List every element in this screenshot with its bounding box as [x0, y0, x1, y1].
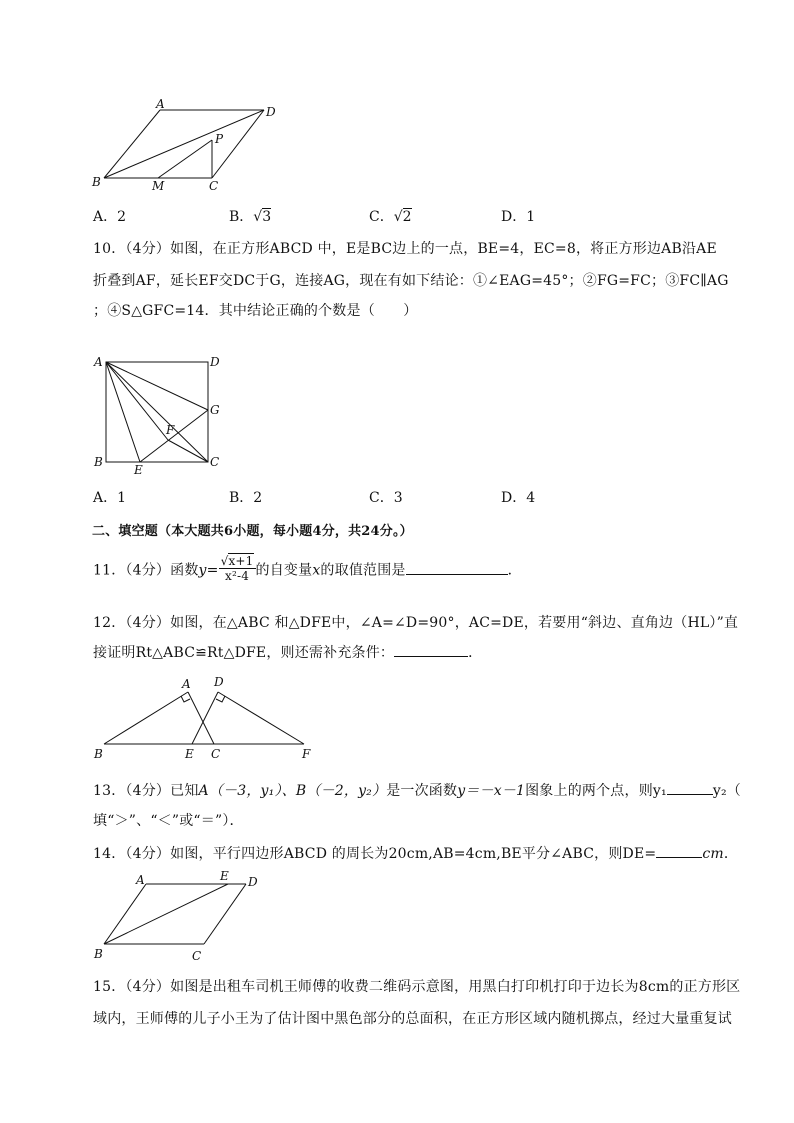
right-angle-mark-a — [181, 696, 190, 702]
label-m: M — [152, 179, 165, 193]
q10-line-1: 10．（4分）如图，在正方形ABCD 中，E是BC边上的一点，BE=4，EC=8，将正方形边AB沿AE — [93, 241, 717, 257]
segment-ac — [188, 692, 214, 744]
q11-line — [93, 556, 522, 585]
label-b: B — [94, 947, 103, 961]
segment-ag — [106, 362, 208, 410]
q9-option-d[interactable]: D．1 — [501, 209, 536, 225]
q12-line-2-prefix: 接证明Rt△ABC≌Rt△DFE，则还需补充条件： — [93, 645, 395, 661]
label-p: P — [215, 132, 224, 146]
q13-line-1 — [93, 780, 741, 800]
sqrt-sign: √ — [253, 209, 263, 225]
q15-line-2: 域内，王师傅的儿子小王为了估计图中黑色部分的总面积，在正方形区域内随机掷点，经过大量重复试 — [93, 1011, 732, 1027]
q9-option-c[interactable] — [369, 206, 412, 226]
label-d: D — [248, 875, 258, 889]
label-c: C — [211, 747, 221, 761]
q11-suffix: 的自变量 — [255, 562, 313, 579]
label-d: D — [214, 675, 224, 689]
label-f: F — [166, 423, 175, 437]
segment-bd — [104, 110, 264, 178]
label-c: C — [210, 455, 220, 469]
q10-line-2: 折叠到AF，延长EF交DC于G，连接AG，现在有如下结论：①∠EAG=45°；②FG=FC；③FC∥AG — [93, 273, 729, 289]
q11-num-radicand: x+1 — [228, 554, 254, 568]
q11-answer-blank[interactable] — [406, 562, 508, 575]
label-e: E — [185, 747, 194, 761]
label-d: D — [210, 355, 220, 369]
q10-option-c[interactable]: C．3 — [369, 490, 403, 506]
segment-af — [106, 362, 168, 440]
label-e: E — [134, 463, 143, 477]
q10-option-a[interactable]: A．1 — [93, 490, 127, 506]
label-b: B — [94, 455, 103, 469]
segment-ba — [104, 692, 188, 744]
segment-be — [104, 884, 228, 944]
label-e: E — [220, 869, 229, 883]
segment-fc — [168, 440, 208, 462]
label-a: A — [156, 97, 165, 111]
figure-q10-square — [88, 350, 248, 480]
q11-end: ． — [507, 562, 522, 579]
q13-points: A（－3，y₁）、B（－2，y₂） — [198, 783, 387, 799]
label-f: F — [302, 747, 311, 761]
q12-line-2-end: ． — [468, 645, 483, 661]
label-b: B — [92, 175, 101, 189]
segment-ac — [106, 362, 208, 462]
label-g: G — [210, 403, 220, 417]
q11-y: y — [198, 562, 207, 579]
q12-line-2 — [93, 642, 482, 662]
q13-text-f: y₂（ — [712, 783, 741, 799]
q14-end: ． — [723, 846, 739, 862]
q12-line-1: 12．（4分）如图，在△ABC 和△DFE中，∠A=∠D=90°，AC=DE，若要用“斜边、直角边（HL）”直 — [93, 615, 739, 631]
segment-ed — [192, 692, 218, 744]
right-angle-mark-d — [216, 696, 225, 702]
segment-ae — [106, 362, 140, 462]
label-c: C — [192, 949, 202, 962]
q11-suffix2: 的取值范围是 — [320, 562, 406, 579]
q14-unit: cm — [702, 846, 724, 862]
figure-q12-triangles — [88, 672, 328, 766]
q13-text-c: 是一次函数 — [386, 783, 458, 799]
section-2-heading: 二、填空题（本大题共6小题，每小题4分，共24分。） — [92, 524, 413, 539]
figure-q9-parallelogram — [88, 96, 288, 196]
q14-answer-blank[interactable] — [656, 845, 702, 858]
segment-mp — [158, 140, 212, 178]
q12-answer-blank[interactable] — [394, 644, 468, 657]
label-a: A — [182, 677, 191, 691]
q11-eq: = — [206, 562, 219, 579]
q9-option-a[interactable]: A．2 — [93, 209, 127, 225]
q13-text-e: 图象上的两个点，则y₁ — [525, 783, 667, 799]
q11-x: x — [312, 562, 321, 579]
q14-line — [93, 843, 738, 863]
q13-function: y＝－x－1 — [457, 783, 526, 799]
q14-text: 14．（4分）如图，平行四边形ABCD 的周长为20cm,AB=4cm,BE平分∠ABC，则DE= — [93, 846, 657, 862]
q13-line-2: 填“＞”、“＜”或“＝”）． — [93, 813, 244, 829]
q9-option-b-prefix: B． — [229, 209, 254, 225]
figure-q14-parallelogram — [88, 866, 278, 962]
label-b: B — [94, 747, 103, 761]
q9-option-b-radicand: 3 — [262, 209, 272, 225]
q13-answer-blank[interactable] — [667, 782, 713, 795]
q9-option-c-prefix: C． — [369, 209, 394, 225]
q10-line-3: ；④S△GFC=14．其中结论正确的个数是（ ） — [93, 303, 418, 319]
label-a: A — [94, 355, 103, 369]
q15-line-1: 15．（4分）如图是出租车司机王师傅的收费二维码示意图，用黑白打印机打印于边长为8cm的正方形区 — [93, 979, 741, 995]
sqrt-sign: √ — [393, 209, 403, 225]
label-d: D — [266, 105, 276, 119]
segment-ab — [104, 110, 160, 178]
q9-option-b[interactable] — [229, 206, 271, 226]
label-a: A — [136, 873, 145, 887]
q10-option-d[interactable]: D．4 — [501, 490, 536, 506]
q10-option-b[interactable]: B．2 — [229, 490, 263, 506]
segment-df — [218, 692, 304, 744]
q9-option-c-radicand: 2 — [402, 209, 412, 225]
q11-fraction — [219, 554, 256, 583]
label-c: C — [209, 179, 219, 193]
q11-numerator: √x+1 — [220, 554, 254, 568]
q13-text-a: 13．（4分）已知 — [93, 783, 199, 799]
q11-denominator: x²-4 — [225, 569, 250, 583]
segment-ab — [104, 884, 146, 944]
q11-prefix: 11．（4分）函数 — [93, 562, 199, 579]
